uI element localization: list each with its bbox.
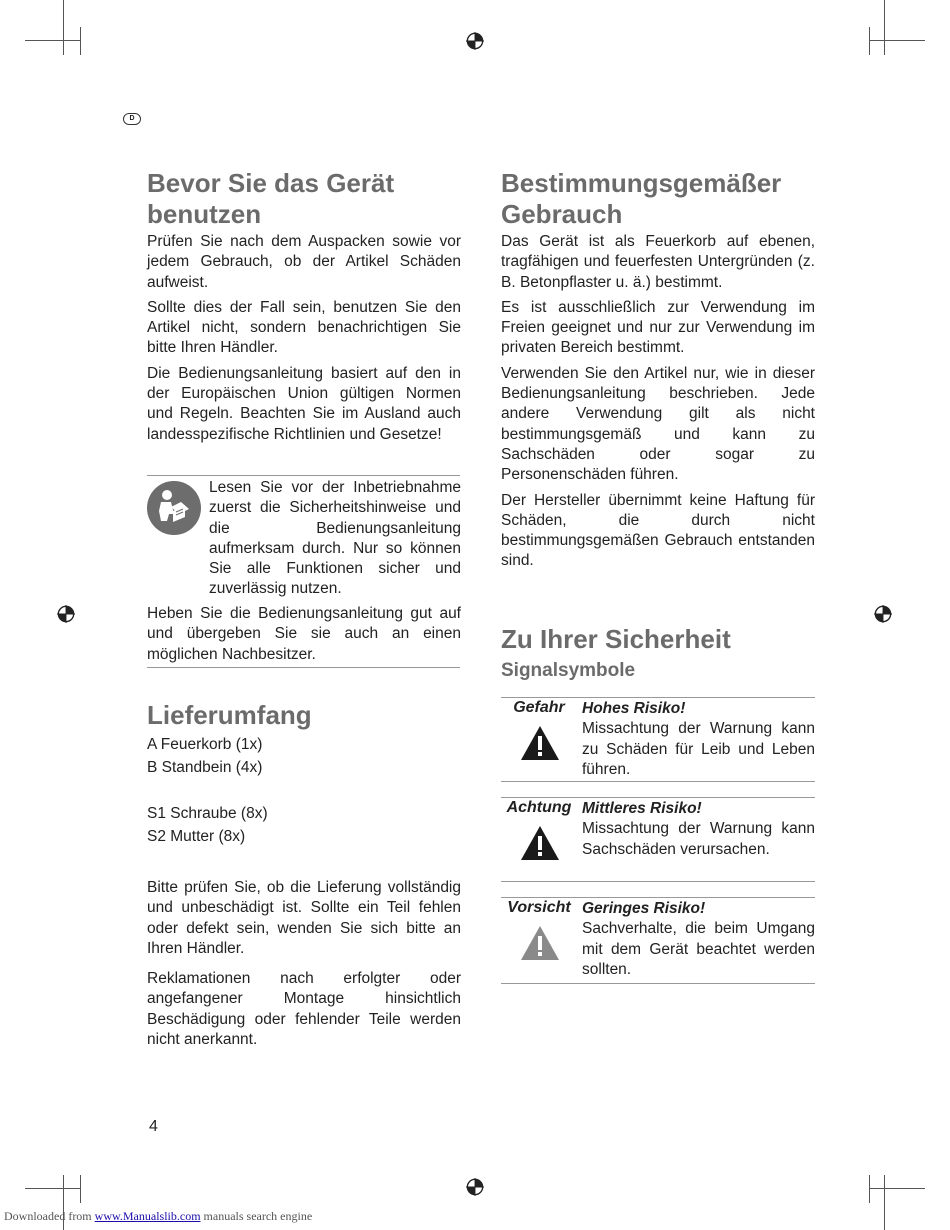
signal-word: Achtung bbox=[506, 799, 572, 816]
download-footer bbox=[4, 1209, 312, 1224]
paragraph: Der Hersteller übernimmt keine Haftung für Schäden, die durch nicht bestimmungsgemäßen Gebrauch entstanden sind. bbox=[501, 491, 815, 570]
caution-triangle-icon bbox=[520, 925, 560, 961]
signal-description bbox=[582, 699, 815, 780]
registration-mark-icon bbox=[466, 1178, 484, 1196]
language-badge bbox=[123, 113, 141, 125]
paragraph: Prüfen Sie nach dem Auspacken sowie vor jedem Gebrauch, ob der Artikel Schäden aufweist. bbox=[147, 233, 461, 291]
paragraph: Es ist ausschließlich zur Verwendung im Freien geeignet und nur zur Verwendung im privaten Bereich bestimmt. bbox=[501, 298, 815, 357]
signal-word: Vorsicht bbox=[507, 899, 571, 916]
divider bbox=[501, 697, 815, 698]
warning-triangle-icon bbox=[520, 825, 560, 861]
list-item: B Standbein (4x) bbox=[147, 759, 263, 776]
right-column bbox=[501, 168, 815, 572]
subsection-title-signalsymbole: Signalsymbole bbox=[501, 660, 636, 681]
signal-row bbox=[501, 899, 815, 981]
divider bbox=[147, 667, 460, 668]
signal-description bbox=[582, 899, 815, 980]
paragraph: Reklamationen nach erfolgter oder angefangener Montage hinsichtlich Beschädigung oder fehlender Teile werden nicht anerkannt. bbox=[147, 970, 461, 1048]
registration-mark-icon bbox=[874, 605, 892, 623]
paragraph: Verwenden Sie den Artikel nur, wie in dieser Bedienungsanleitung beschrieben. Jede andere Verwendung gilt als nicht bestimmungsgemäß und kann zu Sachschäden oder sogar zu Personenschäden führen. bbox=[501, 364, 815, 484]
section-title-sicherheit: Zu Ihrer Sicherheit bbox=[501, 624, 731, 654]
section-title-bestimmung: Bestimmungsgemäßer Gebrauch bbox=[501, 168, 782, 229]
list-item: S1 Schraube (8x) bbox=[147, 805, 268, 822]
paragraph: Bitte prüfen Sie, ob die Lieferung vollständig und unbeschädigt ist. Sollte ein Teil fehlen oder defekt sein, wenden Sie sich bitte an Ihren Händler. bbox=[147, 879, 461, 957]
notice-text: Lesen Sie vor der Inbetriebnahme zuerst die Sicherheitshinweise und die Bedienungsanleitung aufmerksam durch. Nur so können Sie alle Funktionen sicher und zuverlässig nutzen. bbox=[209, 479, 461, 598]
section-title-lieferumfang: Lieferumfang bbox=[147, 700, 312, 730]
left-column bbox=[147, 168, 461, 445]
divider bbox=[501, 983, 815, 984]
signal-text: Missachtung der Warnung kann Sachschäden verursachen. bbox=[582, 820, 815, 858]
signal-level: Geringes Risiko! bbox=[582, 900, 706, 917]
page-number: 4 bbox=[149, 1118, 158, 1135]
section-title-bevor: Bevor Sie das Gerät benutzen bbox=[147, 168, 395, 229]
list-item: A Feuerkorb (1x) bbox=[147, 736, 263, 753]
sicherheit-section bbox=[501, 624, 815, 682]
language-badge-label: D bbox=[129, 115, 135, 122]
divider bbox=[147, 475, 460, 476]
signal-word: Gefahr bbox=[513, 699, 565, 716]
signal-description bbox=[582, 799, 815, 860]
divider bbox=[501, 897, 815, 898]
lieferumfang-section bbox=[147, 700, 461, 848]
signal-table bbox=[501, 697, 815, 987]
manualslib-link[interactable]: www.Manualslib.com bbox=[94, 1209, 201, 1223]
parts-list bbox=[147, 733, 461, 848]
warning-triangle-icon bbox=[520, 725, 560, 761]
signal-level: Mittleres Risiko! bbox=[582, 800, 702, 817]
paragraph: Die Bedienungsanleitung basiert auf den in der Europäischen Union gültigen Normen und Regeln. Beachten Sie im Ausland auch landesspezifische Richtlinien und Gesetze! bbox=[147, 364, 461, 443]
list-item: S2 Mutter (8x) bbox=[147, 828, 246, 845]
footer-suffix: manuals search engine bbox=[203, 1209, 313, 1223]
signal-text: Sachverhalte, die beim Umgang mit dem Gerät beachtet werden sollten. bbox=[582, 920, 815, 978]
paragraph: Sollte dies der Fall sein, benutzen Sie den Artikel nicht, sondern benachrichtigen Sie bitte Ihren Händler. bbox=[147, 298, 461, 357]
paragraph: Heben Sie die Bedienungsanleitung gut auf und übergeben Sie sie auch an einen möglichen Nachbesitzer. bbox=[147, 605, 461, 663]
paragraph: Das Gerät ist als Feuerkorb auf ebenen, tragfähigen und feuerfesten Untergründen (z. B. Betonpflaster u. ä.) bestimmt. bbox=[501, 233, 815, 291]
registration-mark-icon bbox=[57, 605, 75, 623]
signal-row bbox=[501, 699, 815, 781]
signal-row bbox=[501, 799, 815, 881]
divider bbox=[501, 781, 815, 782]
divider bbox=[501, 797, 815, 798]
divider bbox=[501, 881, 815, 882]
signal-text: Missachtung der Warnung kann zu Schäden für Leib und Leben führen. bbox=[582, 720, 815, 778]
registration-mark-icon bbox=[466, 32, 484, 50]
read-manual-icon bbox=[147, 481, 201, 535]
footer-prefix: Downloaded from bbox=[4, 1209, 92, 1223]
signal-level: Hohes Risiko! bbox=[582, 700, 686, 717]
